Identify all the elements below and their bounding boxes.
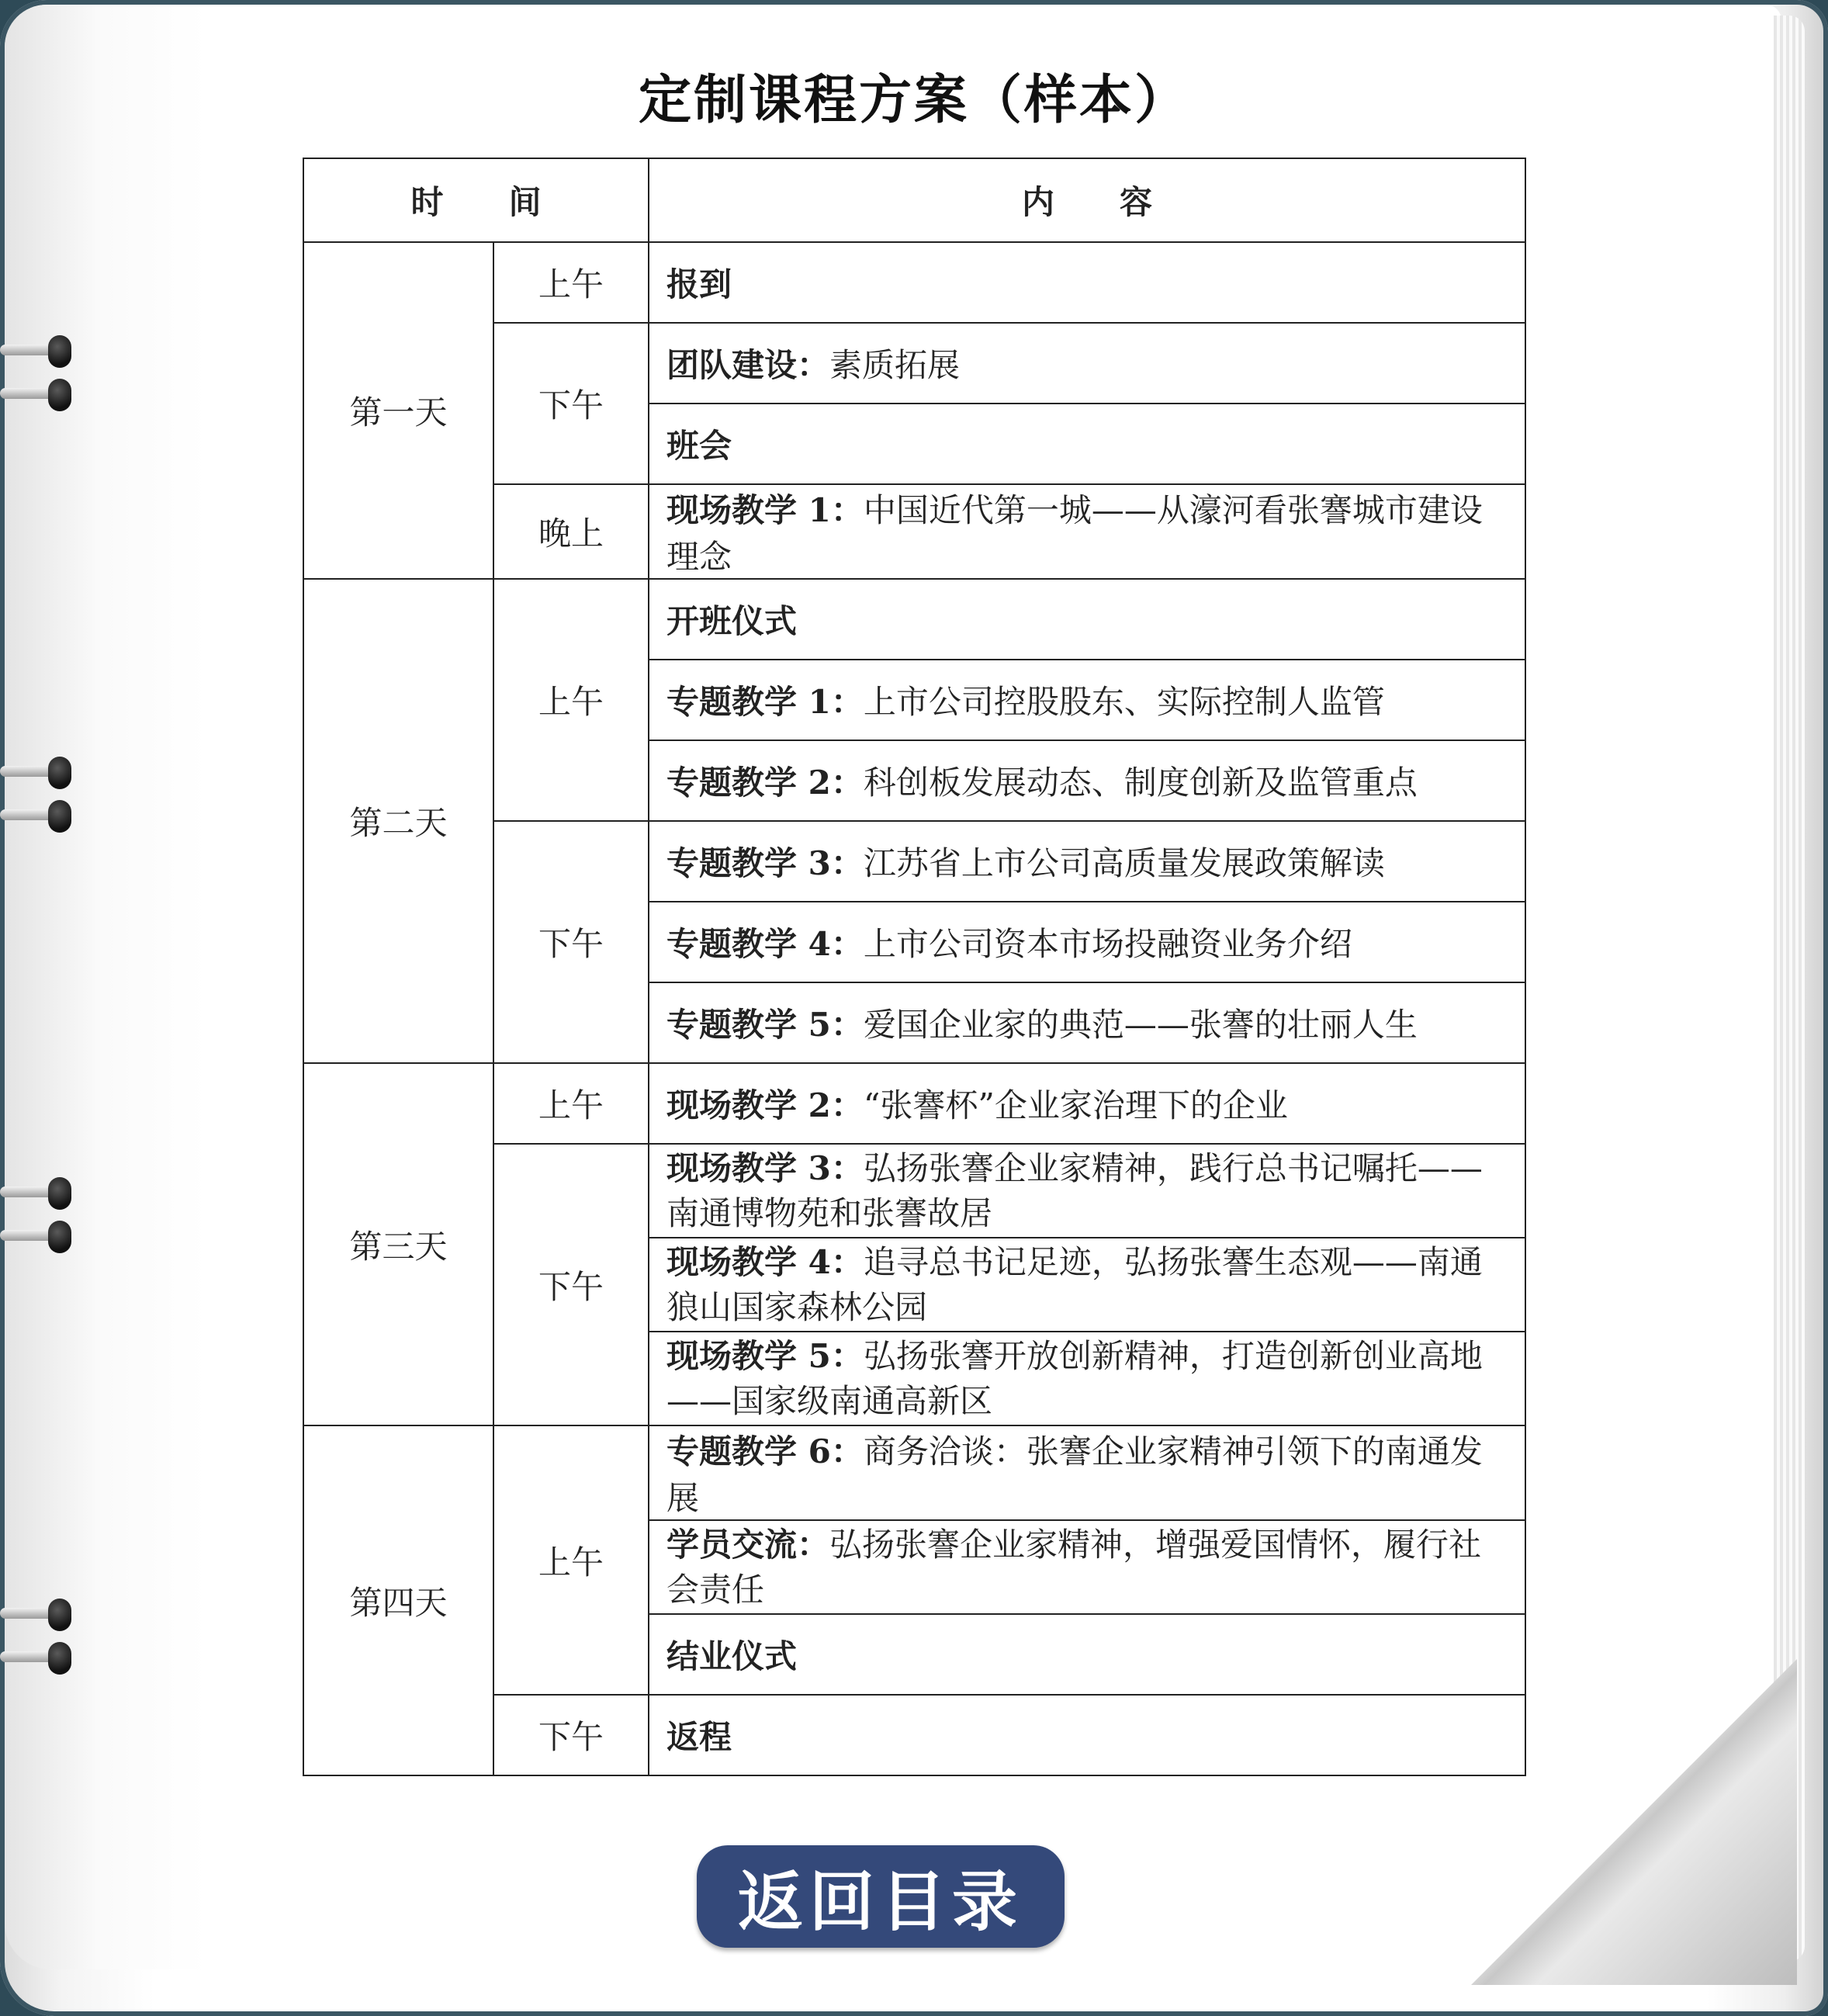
content-cell: 报到: [649, 242, 1525, 323]
binder-ring: [0, 379, 71, 411]
binder-ring: [0, 1642, 71, 1675]
binder-ring: [0, 757, 71, 789]
content-cell: 学员交流：弘扬张謇企业家精神，增强爱国情怀，履行社会责任: [649, 1520, 1525, 1614]
period-cell: 上午: [493, 1425, 649, 1695]
content-cell: 专题教学 1：上市公司控股股东、实际控制人监管: [649, 660, 1525, 740]
content-cell: 专题教学 6：商务洽谈：张謇企业家精神引领下的南通发展: [649, 1425, 1525, 1520]
period-cell: 晚上: [493, 484, 649, 579]
content-cell: 现场教学 5：弘扬张謇开放创新精神，打造创新创业高地——国家级南通高新区: [649, 1332, 1525, 1425]
table-row: [303, 1425, 1525, 1520]
content-cell: 返程: [649, 1695, 1525, 1775]
period-cell: 下午: [493, 821, 649, 1063]
content-cell: 开班仪式: [649, 579, 1525, 660]
period-cell: 下午: [493, 1144, 649, 1425]
day-cell: 第一天: [303, 242, 493, 579]
day-cell: 第二天: [303, 579, 493, 1063]
binder-ring: [0, 1221, 71, 1253]
content-cell: 专题教学 2：科创板发展动态、制度创新及监管重点: [649, 740, 1525, 821]
table-row: [303, 579, 1525, 660]
table-row: [303, 1063, 1525, 1144]
content-cell: 团队建设：素质拓展: [649, 323, 1525, 404]
content-cell: 现场教学 4：追寻总书记足迹，弘扬张謇生态观——南通狼山国家森林公园: [649, 1238, 1525, 1332]
course-schedule-table: [303, 158, 1526, 1776]
content-cell: 结业仪式: [649, 1614, 1525, 1695]
header-time: 时 间: [303, 158, 649, 242]
day-cell: 第四天: [303, 1425, 493, 1775]
page-title: 定制课程方案（样本）: [638, 69, 1189, 131]
binder-ring: [0, 1599, 71, 1631]
period-cell: 上午: [493, 1063, 649, 1144]
day-cell: 第三天: [303, 1063, 493, 1425]
table-row: [303, 242, 1525, 323]
content-cell: 专题教学 3：江苏省上市公司高质量发展政策解读: [649, 821, 1525, 902]
table-header-row: [303, 158, 1525, 242]
binder-ring: [0, 800, 71, 833]
period-cell: 下午: [493, 323, 649, 484]
content-cell: 现场教学 2：“张謇杯”企业家治理下的企业: [649, 1063, 1525, 1144]
content-cell: 专题教学 5：爱国企业家的典范——张謇的壮丽人生: [649, 982, 1525, 1063]
content-cell: 班会: [649, 404, 1525, 484]
back-to-toc-button[interactable]: 返回目录: [697, 1845, 1065, 1948]
period-cell: 下午: [493, 1695, 649, 1775]
content-cell: 专题教学 4：上市公司资本市场投融资业务介绍: [649, 902, 1525, 982]
period-cell: 上午: [493, 579, 649, 821]
period-cell: 上午: [493, 242, 649, 323]
binder-ring: [0, 1177, 71, 1210]
binder-ring: [0, 335, 71, 368]
content-cell: 现场教学 3：弘扬张謇企业家精神，践行总书记嘱托——南通博物苑和张謇故居: [649, 1144, 1525, 1238]
content-cell: 现场教学 1：中国近代第一城——从濠河看张謇城市建设理念: [649, 484, 1525, 579]
header-content: 内 容: [649, 158, 1525, 242]
